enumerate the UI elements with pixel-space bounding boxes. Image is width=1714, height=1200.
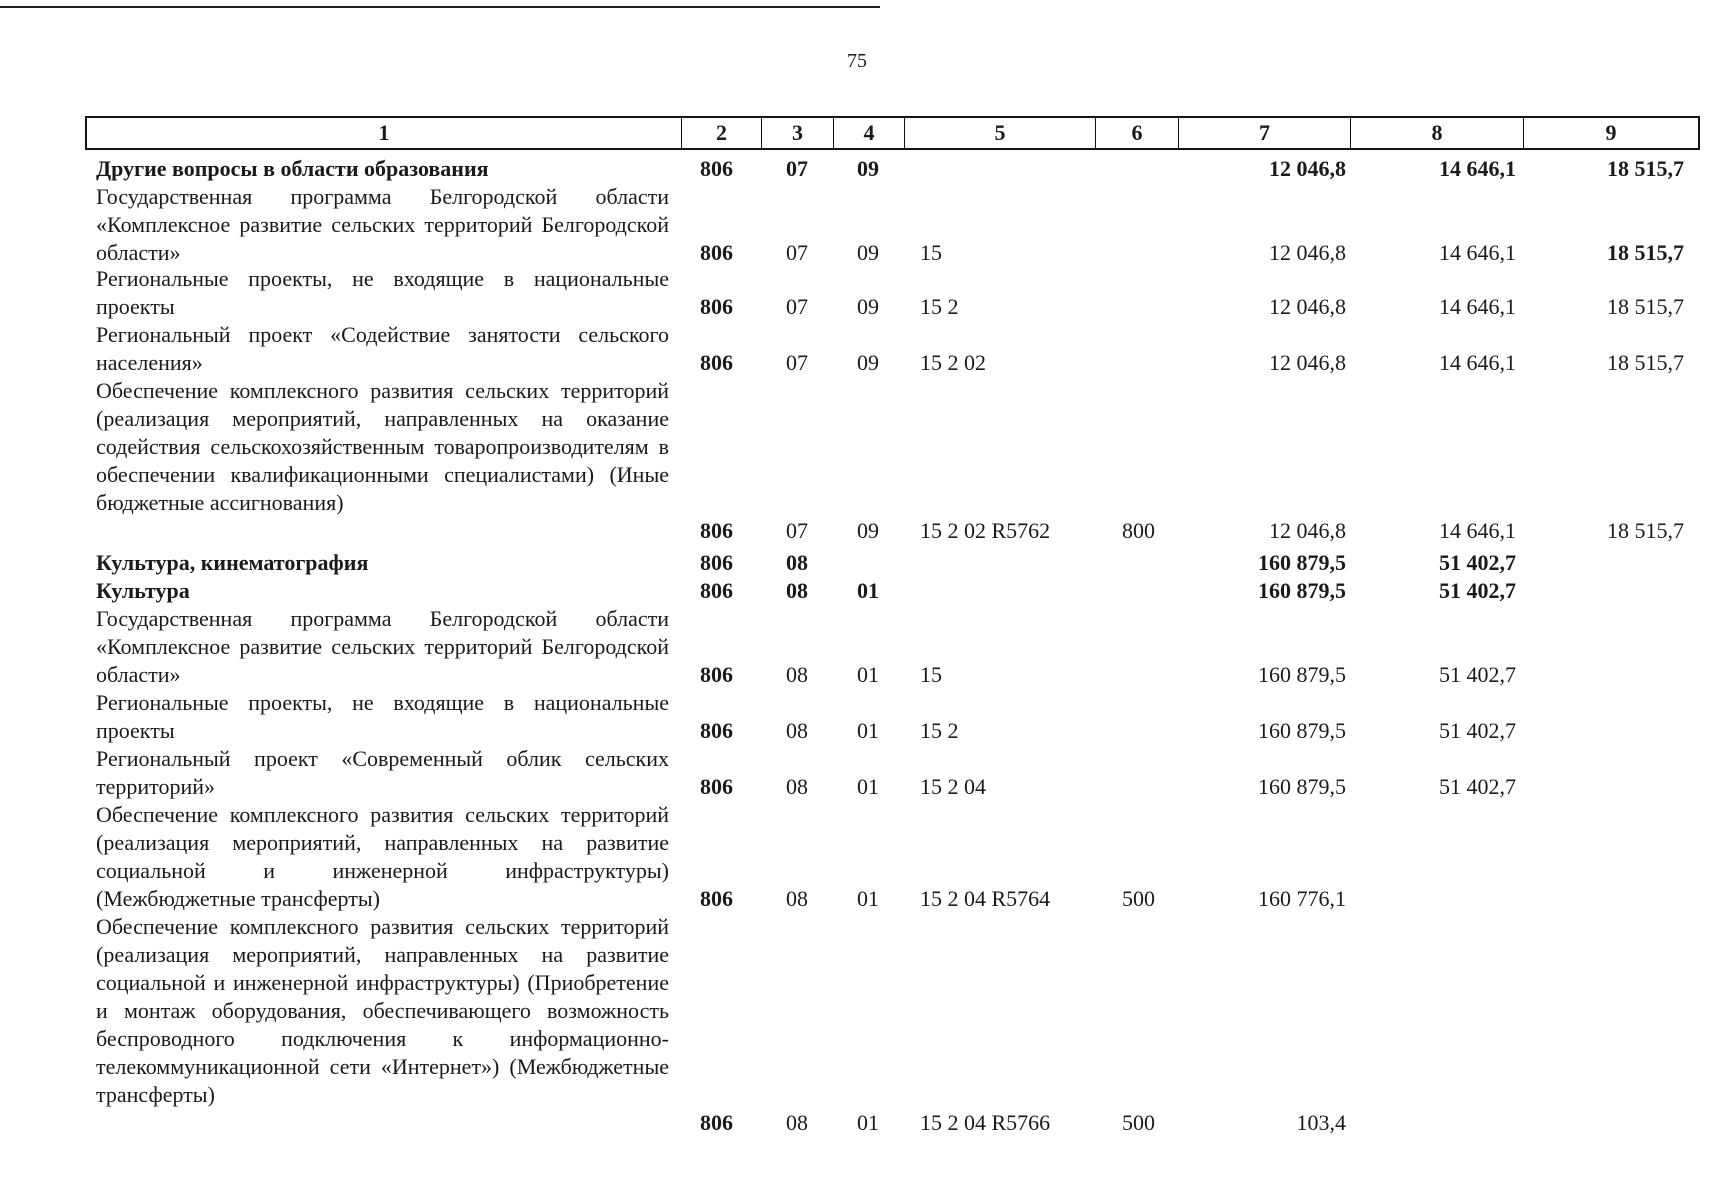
cell-c8: 51 402,7 bbox=[1439, 774, 1516, 799]
table-row bbox=[0, 265, 1714, 321]
cell-c8: 51 402,7 bbox=[1439, 578, 1516, 603]
header-col-6: 6 bbox=[1096, 118, 1179, 148]
top-rule bbox=[0, 6, 880, 8]
table-row bbox=[0, 605, 1714, 689]
cell-c7: 12 046,8 bbox=[1269, 518, 1346, 543]
cell-c7: 160 879,5 bbox=[1258, 578, 1346, 603]
cell-c8: 51 402,7 bbox=[1439, 662, 1516, 687]
cell-c8: 14 646,1 bbox=[1439, 518, 1516, 543]
cell-c8: 51 402,7 bbox=[1439, 550, 1516, 575]
cell-c8: 14 646,1 bbox=[1439, 350, 1516, 375]
table-row bbox=[0, 801, 1714, 913]
cell-c4: 09 bbox=[857, 294, 879, 319]
cell-c2: 806 bbox=[700, 662, 733, 687]
cell-c5: 15 2 04 R5764 bbox=[920, 886, 1051, 911]
table-row bbox=[0, 155, 1714, 183]
row-name: Региональный проект «Современный облик сельских территорий» bbox=[96, 746, 669, 799]
cell-c7: 103,4 bbox=[1296, 1110, 1346, 1135]
cell-c7: 160 879,5 bbox=[1258, 774, 1346, 799]
cell-c7: 12 046,8 bbox=[1269, 156, 1346, 181]
cell-c8: 14 646,1 bbox=[1439, 156, 1516, 181]
cell-c7: 12 046,8 bbox=[1269, 294, 1346, 319]
header-col-1: 1 bbox=[87, 118, 682, 148]
cell-c3: 08 bbox=[786, 578, 808, 603]
cell-c6: 800 bbox=[1122, 518, 1155, 543]
cell-c3: 08 bbox=[786, 718, 808, 743]
cell-c7: 12 046,8 bbox=[1269, 240, 1346, 265]
row-name: Культура bbox=[96, 578, 190, 603]
cell-c4: 09 bbox=[857, 240, 879, 265]
cell-c5: 15 2 02 bbox=[920, 350, 986, 375]
header-col-9: 9 bbox=[1605, 120, 1617, 145]
cell-c2: 806 bbox=[700, 1110, 733, 1135]
row-name: Государственная программа Белгородской области «Комплексное развитие сельских территорий Белгородской области» bbox=[96, 184, 669, 265]
cell-c4: 01 bbox=[857, 662, 879, 687]
row-name: Государственная программа Белгородской области «Комплексное развитие сельских территорий Белгородской области» bbox=[96, 606, 669, 687]
header-col-2: 2 bbox=[682, 118, 762, 148]
table-header bbox=[85, 116, 1700, 150]
cell-c8: 14 646,1 bbox=[1439, 240, 1516, 265]
row-name: Культура, кинематография bbox=[96, 550, 369, 575]
cell-c4: 01 bbox=[857, 718, 879, 743]
header-col-3: 3 bbox=[762, 118, 834, 148]
row-name: Региональные проекты, не входящие в национальные проекты bbox=[96, 690, 669, 743]
cell-c9: 18 515,7 bbox=[1607, 350, 1684, 375]
cell-c3: 08 bbox=[786, 774, 808, 799]
cell-c5: 15 bbox=[920, 662, 942, 687]
cell-c2: 806 bbox=[700, 294, 733, 319]
table-row bbox=[0, 321, 1714, 377]
cell-c2: 806 bbox=[700, 550, 733, 575]
cell-c4: 09 bbox=[857, 156, 879, 181]
cell-c5: 15 2 bbox=[920, 294, 959, 319]
cell-c3: 08 bbox=[786, 886, 808, 911]
cell-c2: 806 bbox=[700, 240, 733, 265]
header-col-7: 7 bbox=[1179, 118, 1351, 148]
cell-c5: 15 bbox=[920, 240, 942, 265]
header-col-8: 8 bbox=[1351, 118, 1524, 148]
cell-c9: 18 515,7 bbox=[1607, 240, 1684, 265]
cell-c3: 07 bbox=[786, 156, 808, 181]
cell-c7: 160 879,5 bbox=[1258, 662, 1346, 687]
row-name: Региональный проект «Содействие занятости сельского населения» bbox=[96, 322, 669, 375]
cell-c9: 18 515,7 bbox=[1607, 156, 1684, 181]
cell-c4: 01 bbox=[857, 578, 879, 603]
cell-c2: 806 bbox=[700, 578, 733, 603]
table-row bbox=[0, 913, 1714, 1137]
table-row bbox=[0, 549, 1714, 577]
cell-c4: 01 bbox=[857, 1110, 879, 1135]
cell-c3: 08 bbox=[786, 662, 808, 687]
cell-c6: 500 bbox=[1122, 886, 1155, 911]
table-row bbox=[0, 745, 1714, 801]
cell-c2: 806 bbox=[700, 350, 733, 375]
row-name: Обеспечение комплексного развития сельских территорий (реализация мероприятий, направленных на оказание содействия сельскохозяйственным товаропроизводителям в обеспечении квалификационными специалистами) (Иные бюджетные ассигнования) bbox=[96, 378, 669, 515]
cell-c7: 12 046,8 bbox=[1269, 350, 1346, 375]
cell-c9: 18 515,7 bbox=[1607, 518, 1684, 543]
cell-c3: 07 bbox=[786, 294, 808, 319]
cell-c7: 160 879,5 bbox=[1258, 718, 1346, 743]
row-name: Другие вопросы в области образования bbox=[96, 156, 489, 181]
cell-c5: 15 2 02 R5762 bbox=[920, 518, 1051, 543]
cell-c3: 08 bbox=[786, 1110, 808, 1135]
row-name: Обеспечение комплексного развития сельских территорий (реализация мероприятий, направленных на развитие социальной и инженерной инфраструктуры) (Межбюджетные трансферты) bbox=[96, 802, 669, 911]
table-row bbox=[0, 577, 1714, 605]
cell-c2: 806 bbox=[700, 718, 733, 743]
cell-c3: 07 bbox=[786, 518, 808, 543]
cell-c3: 08 bbox=[786, 550, 808, 575]
row-name: Обеспечение комплексного развития сельских территорий (реализация мероприятий, направленных на развитие социальной и инженерной инфраструктуры) (Приобретение и монтаж оборудования, обеспечивающего возможность беспроводного подключения к информационно-телекоммуникационной сети «Интернет») (Межбюджетные трансферты) bbox=[96, 914, 669, 1107]
cell-c6: 500 bbox=[1122, 1110, 1155, 1135]
cell-c3: 07 bbox=[786, 350, 808, 375]
table-row bbox=[0, 183, 1714, 267]
cell-c2: 806 bbox=[700, 156, 733, 181]
header-col-5: 5 bbox=[905, 118, 1096, 148]
table-row bbox=[0, 377, 1714, 545]
cell-c9: 18 515,7 bbox=[1607, 294, 1684, 319]
cell-c7: 160 879,5 bbox=[1258, 550, 1346, 575]
table-row bbox=[0, 689, 1714, 745]
cell-c5: 15 2 bbox=[920, 718, 959, 743]
cell-c4: 09 bbox=[857, 518, 879, 543]
cell-c2: 806 bbox=[700, 886, 733, 911]
cell-c5: 15 2 04 bbox=[920, 774, 986, 799]
cell-c2: 806 bbox=[700, 518, 733, 543]
cell-c8: 51 402,7 bbox=[1439, 718, 1516, 743]
cell-c4: 01 bbox=[857, 886, 879, 911]
row-name: Региональные проекты, не входящие в национальные проекты bbox=[96, 266, 669, 319]
cell-c5: 15 2 04 R5766 bbox=[920, 1110, 1051, 1135]
cell-c3: 07 bbox=[786, 240, 808, 265]
cell-c2: 806 bbox=[700, 774, 733, 799]
cell-c4: 09 bbox=[857, 350, 879, 375]
cell-c7: 160 776,1 bbox=[1258, 886, 1346, 911]
cell-c4: 01 bbox=[857, 774, 879, 799]
header-col-4: 4 bbox=[834, 118, 905, 148]
page-number: 75 bbox=[847, 50, 867, 72]
cell-c8: 14 646,1 bbox=[1439, 294, 1516, 319]
